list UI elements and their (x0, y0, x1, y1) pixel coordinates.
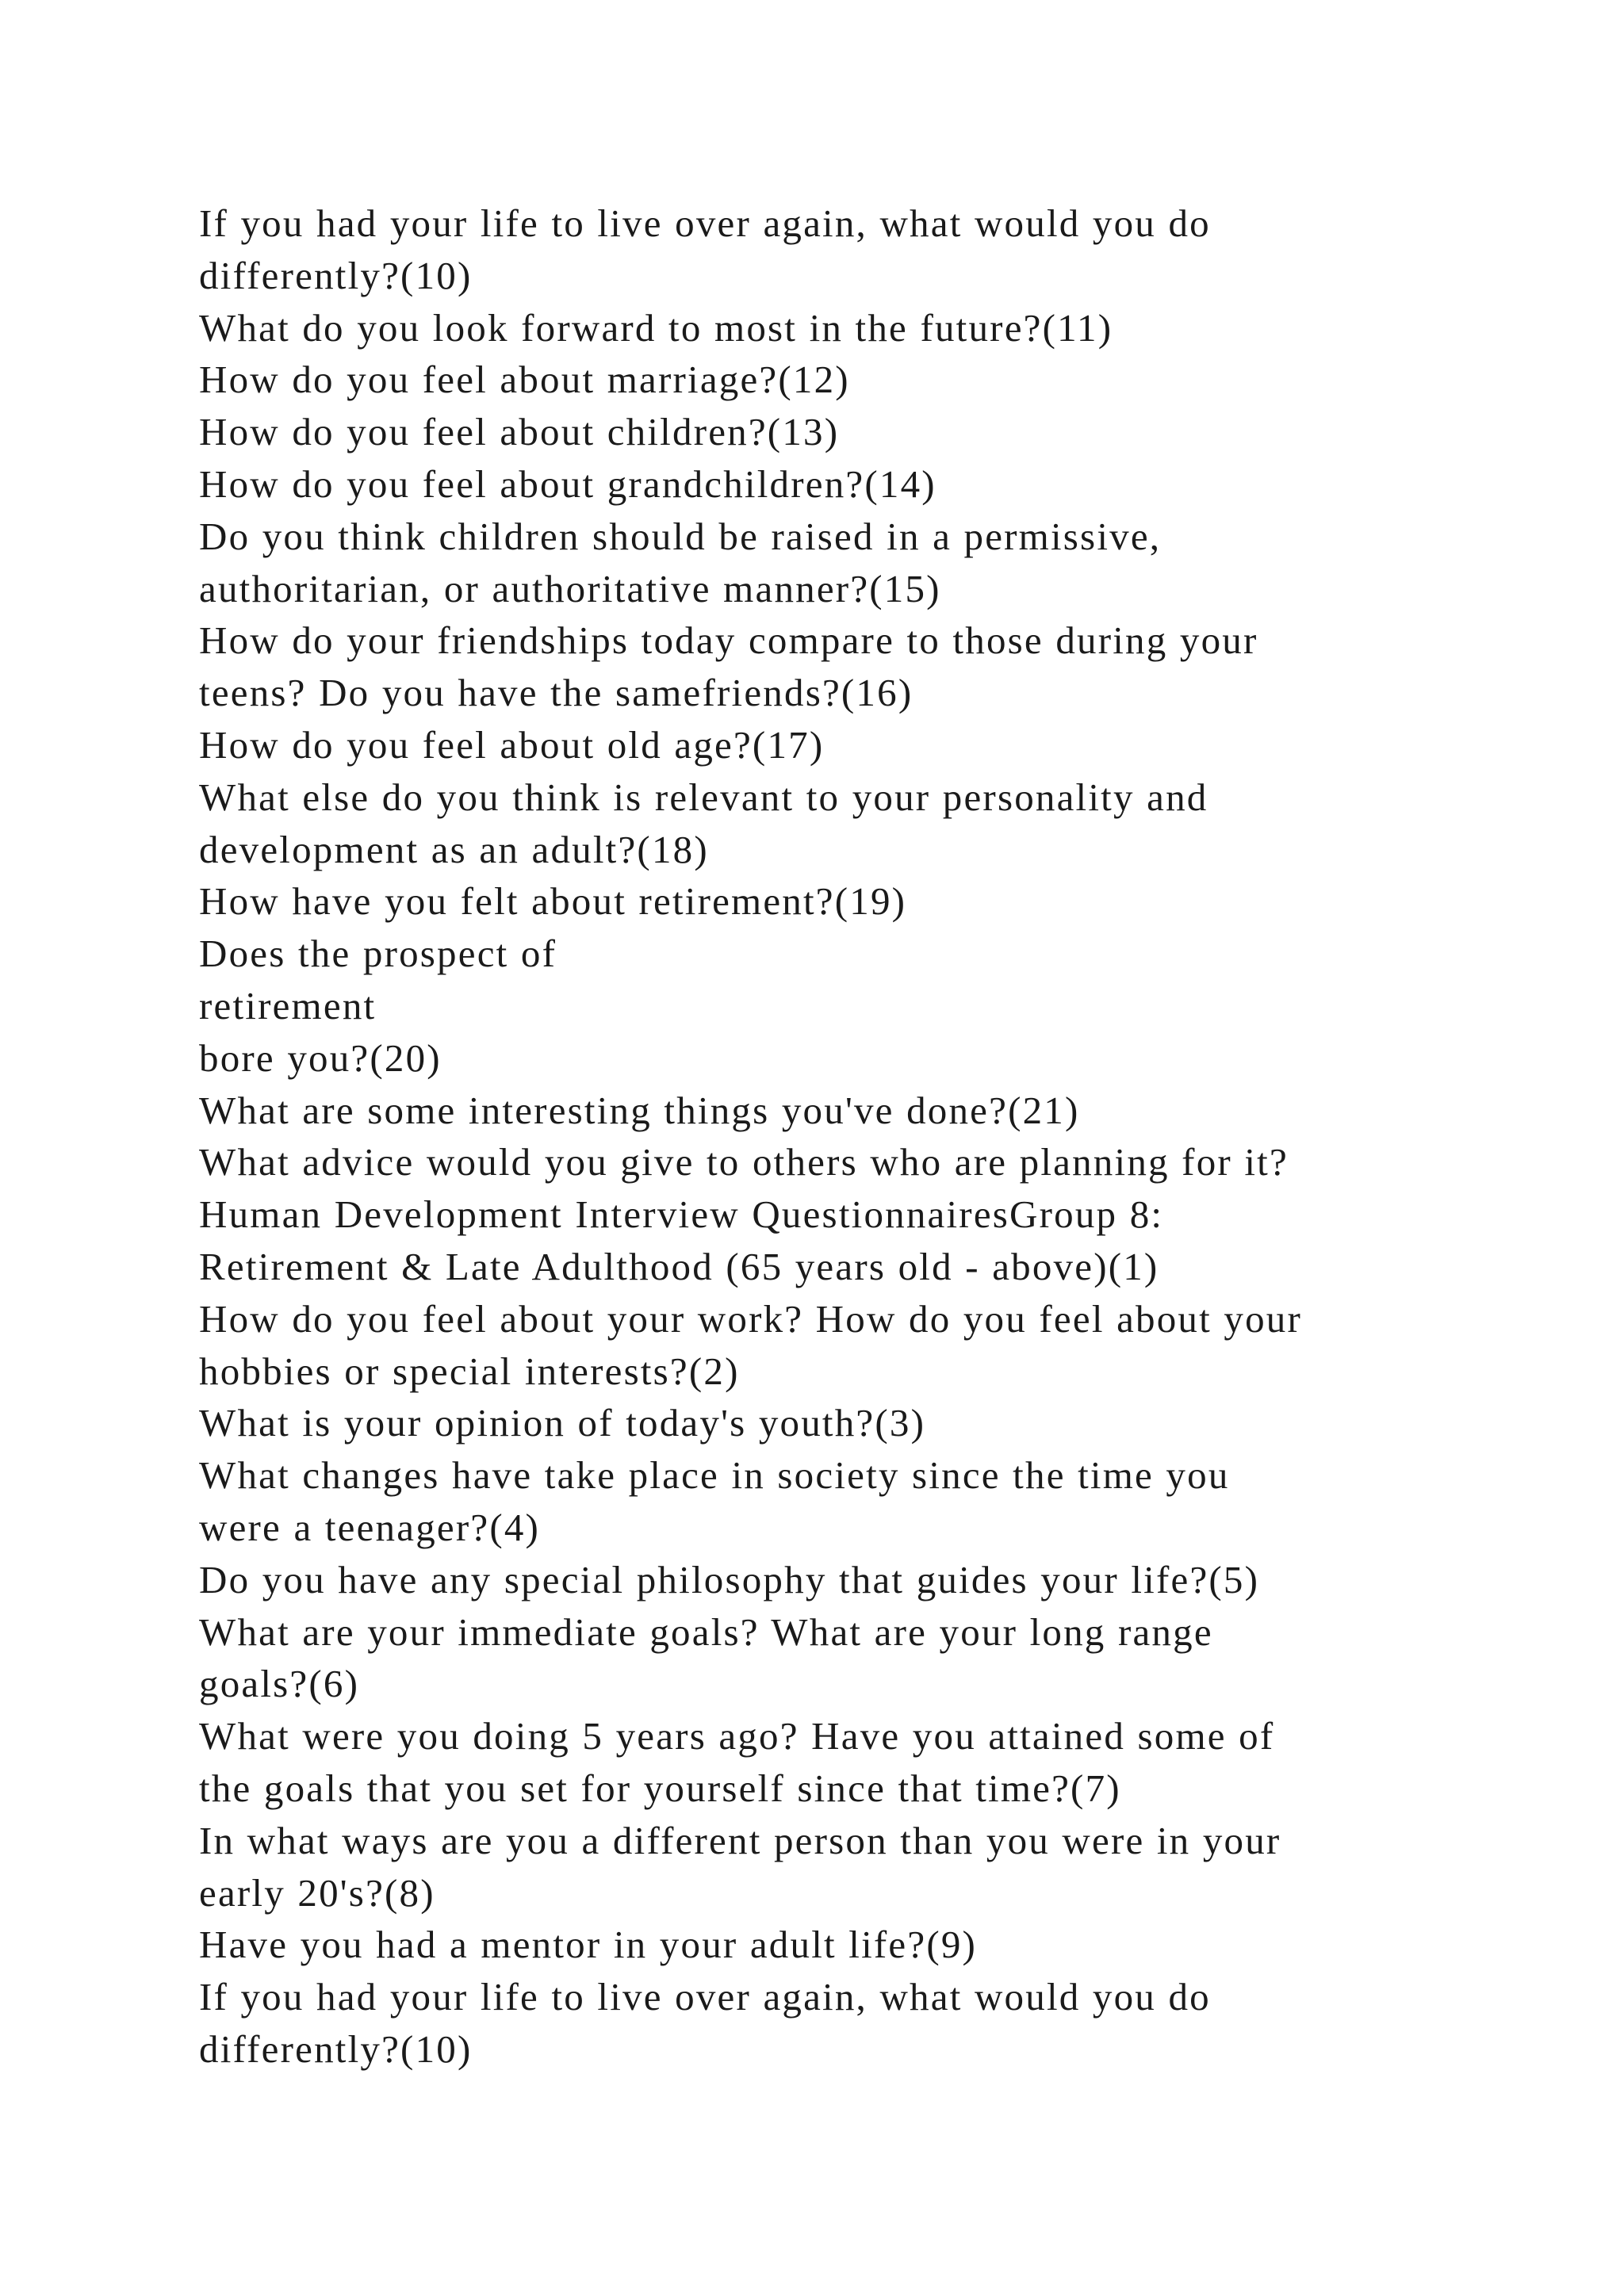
text-line: differently?(10) (199, 253, 473, 297)
text-line: What else do you think is relevant to your personality and (199, 775, 1208, 819)
text-line: Do you think children should be raised in a permissive, (199, 514, 1162, 558)
text-line: What do you look forward to most in the future?(11) (199, 305, 1113, 350)
text-line: What were you doing 5 years ago? Have you attained some of (199, 1714, 1275, 1758)
text-line: Do you have any special philosophy that guides your life?(5) (199, 1557, 1260, 1601)
text-line: Human Development Interview QuestionnairesGroup 8: (199, 1192, 1164, 1237)
text-line: How do you feel about grandchildren?(14) (199, 461, 936, 506)
text-line: Retirement & Late Adulthood (65 years old - above)(1) (199, 1244, 1159, 1288)
text-line: How do you feel about old age?(17) (199, 722, 825, 767)
text-line: bore you?(20) (199, 1035, 442, 1080)
text-line: How have you felt about retirement?(19) (199, 879, 907, 924)
text-line: If you had your life to live over again, what would you do (199, 201, 1211, 245)
text-line: If you had your life to live over again, what would you do (199, 1975, 1211, 2019)
text-line: What changes have take place in society since the time you (199, 1453, 1230, 1498)
text-line: development as an adult?(18) (199, 827, 709, 871)
text-line: In what ways are you a different person than you were in your (199, 1818, 1281, 1862)
text-line: What advice would you give to others who are planning for it? (199, 1140, 1289, 1184)
text-line: the goals that you set for yourself since that time?(7) (199, 1766, 1121, 1810)
text-line: retirement (199, 983, 377, 1027)
text-line: How do your friendships today compare to those during your (199, 618, 1258, 663)
text-line: differently?(10) (199, 2026, 473, 2071)
text-line: What are some interesting things you've done?(21) (199, 1088, 1080, 1132)
text-line: goals?(6) (199, 1662, 360, 1706)
text-line: were a teenager?(4) (199, 1505, 541, 1549)
text-line: early 20's?(8) (199, 1870, 435, 1915)
text-line: authoritarian, or authoritative manner?(15) (199, 566, 941, 610)
text-line: Does the prospect of (199, 932, 557, 976)
text-line: What are your immediate goals? What are your long range (199, 1609, 1213, 1654)
text-line: hobbies or special interests?(2) (199, 1349, 740, 1393)
text-line: What is your opinion of today's youth?(3) (199, 1401, 926, 1445)
text-line: Have you had a mentor in your adult life?(9) (199, 1923, 978, 1967)
text-line: How do you feel about marriage?(12) (199, 358, 850, 402)
text-line: How do you feel about children?(13) (199, 410, 840, 454)
text-line: teens? Do you have the samefriends?(16) (199, 671, 914, 715)
text-line: How do you feel about your work? How do you feel about your (199, 1296, 1303, 1341)
questionnaire-text (199, 197, 1611, 2076)
